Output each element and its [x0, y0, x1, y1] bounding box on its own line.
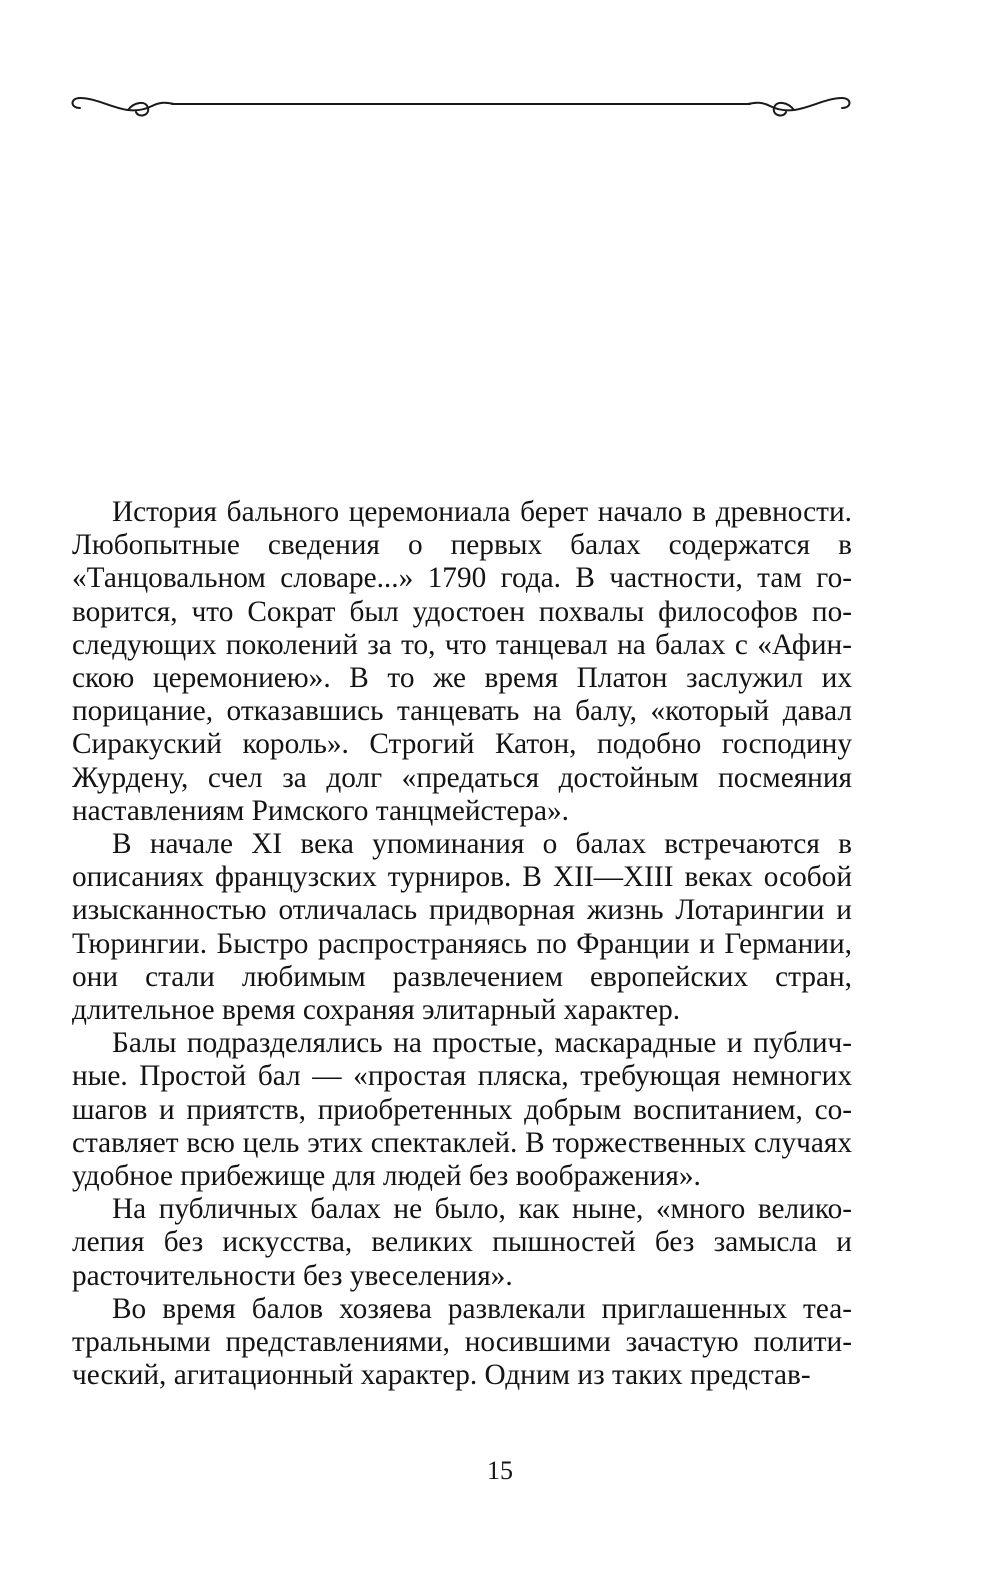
paragraph: На публичных балах не было, как ныне, «много великолепия без искусства, великих пышностей без замысла и расточительности без увеселения». [72, 1193, 852, 1292]
body-text [72, 496, 852, 1392]
paragraph: В начале XI века упоминания о балах встречаются в описаниях французских турниров. В XII—XIII веках особой изысканностью отличалась придворная жизнь Лотарингии и Тюрингии. Быстро распространяясь по Франции и Германии, они стали любимым развлечением европейских стран, длительное время сохраняя элитарный характер. [72, 828, 852, 1027]
paragraph: Во время балов хозяева развлекали приглашенных театральными представлениями, носившими зачастую политический, агитационный характер. Одним из таких представ- [72, 1292, 852, 1392]
paragraph: История бальнoго церемониала берет начало в древности. Любопытные сведения о первых балах содержатся в «Танцовальном словаре...» 1790 года. В частности, там говорится, что Сократ был удостоен похвалы философов последующих поколений за то, что танцевал на балах с «Афинскою церемониею». В то же время Платон заслужил их порицание, отказавшись танцевать на балу, «который давал Сиракуский король». Строгий Катон, подобно господину Журдену, счел за долг «предаться достойным посмеяния наставлениям Римского танцмейстера». [72, 496, 852, 827]
paragraph: Балы подразделялись на простые, маскарадные и публичные. Простой бал — «простая пляска, требующая немногих шагов и приятств, приобретенных добрым воспитанием, составляет всю цель этих спектаклей. В торжественных случаях удобное прибежище для людей без воображения». [72, 1027, 852, 1193]
page-number: 15 [487, 1456, 513, 1485]
header-ornament [66, 86, 856, 126]
